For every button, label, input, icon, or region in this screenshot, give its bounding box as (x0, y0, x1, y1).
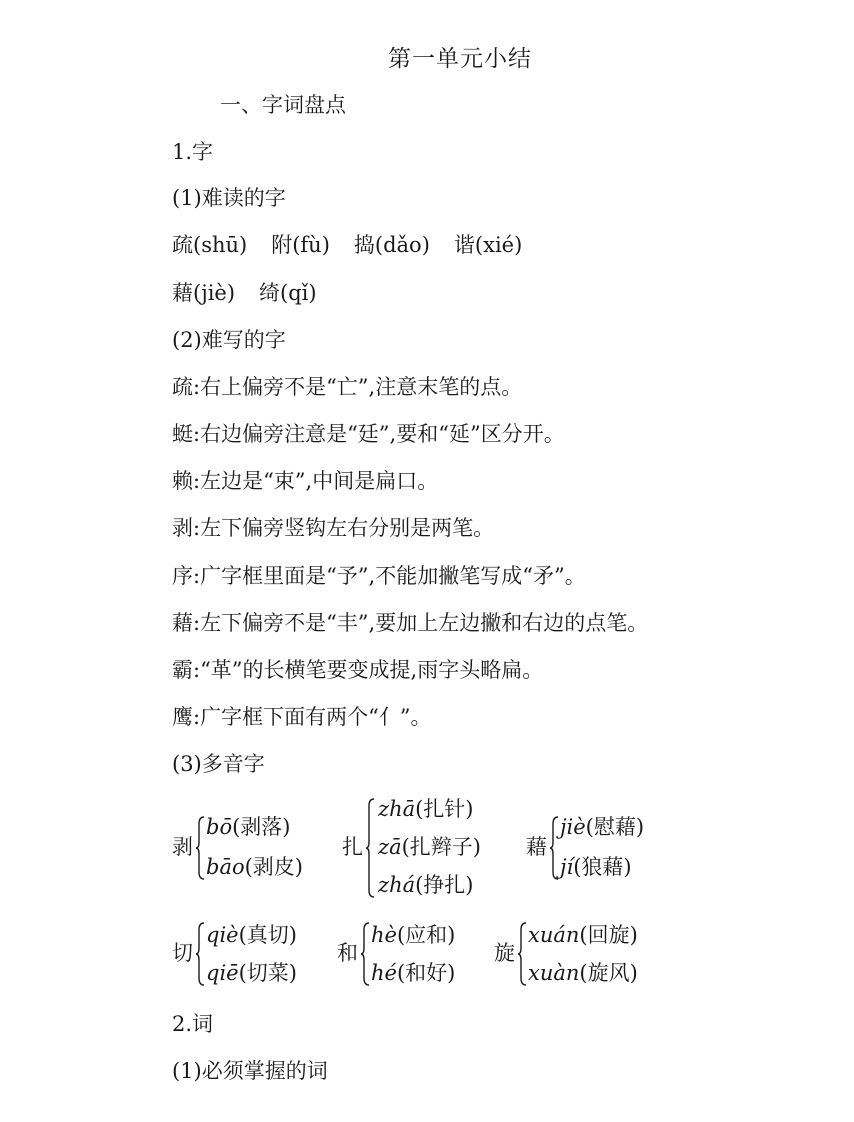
polyphone-group (526, 796, 686, 906)
hard-write-note: 赖:左边是“束”,中间是扁口。 (172, 469, 439, 493)
hard-write-note: 蜓:右边偏旁注意是“廷”,要和“延”区分开。 (172, 422, 565, 446)
polyphone-char: 切 (172, 941, 193, 965)
brace-icon (549, 816, 559, 880)
polyphone-option: hé(和好) (371, 961, 456, 985)
brace-icon (365, 798, 375, 898)
polyphone-char: 旋 (494, 941, 515, 965)
hard-write-note: 霸:“革”的长横笔要变成提,雨字头略扁。 (172, 658, 544, 682)
polyphone-option: zhá(挣扎) (378, 873, 474, 897)
polyphone-group (172, 918, 322, 998)
hard-read-item: 疏(shū) (172, 233, 248, 257)
polyphone-char: 藉 (526, 835, 547, 859)
hard-read-row (172, 230, 522, 260)
brace-icon (195, 816, 205, 880)
hard-write-note: 疏:右上偏旁不是“亡”,注意末笔的点。 (172, 375, 523, 399)
hard-write-note: 藉:左下偏旁不是“丰”,要加上左边撇和右边的点笔。 (172, 611, 649, 635)
hard-write-note: 剥:左下偏旁竖钩左右分别是两笔。 (172, 516, 495, 540)
hard-write-note: 鹰:广字框下面有两个“亻”。 (172, 705, 432, 729)
section-heading: 一、字词盘点 (220, 93, 346, 117)
polyphone-group (337, 918, 487, 998)
polyphone-option: qiē(切菜) (206, 961, 297, 985)
subheading-chars: 1.字 (172, 140, 214, 164)
hard-read-item: 附(fù) (271, 233, 330, 257)
polyphone-option: jí(狼藉) (560, 855, 632, 879)
polyphone-heading: (3)多音字 (172, 752, 265, 776)
polyphone-char: 剥 (172, 835, 193, 859)
polyphone-char: 和 (337, 941, 358, 965)
subheading-words: 2.词 (172, 1012, 214, 1036)
hard-read-item: 藉(jiè) (172, 281, 236, 305)
polyphone-option: jiè(慰藉) (560, 815, 645, 839)
hard-read-heading: (1)难读的字 (172, 186, 286, 210)
hard-write-heading: (2)难写的字 (172, 328, 286, 352)
brace-icon (517, 922, 527, 986)
brace-icon (195, 922, 205, 986)
polyphone-option: hè(应和) (371, 923, 456, 947)
polyphone-group (342, 796, 522, 906)
polyphone-group (494, 918, 684, 998)
must-words-heading: (1)必须掌握的词 (172, 1059, 328, 1083)
polyphone-char: 扎 (342, 835, 363, 859)
hard-read-item: 绮(qǐ) (259, 281, 317, 305)
polyphone-option: bāo(剥皮) (206, 855, 303, 879)
polyphone-option: xuán(回旋) (528, 923, 638, 947)
polyphone-group (172, 796, 322, 906)
hard-read-item: 谐(xié) (453, 233, 523, 257)
brace-icon (360, 922, 370, 986)
polyphone-option: bō(剥落) (206, 815, 291, 839)
polyphone-option: xuàn(旋风) (528, 961, 638, 985)
polyphone-row (172, 918, 692, 998)
polyphone-option: zā(扎辫子) (378, 835, 481, 859)
hard-write-note: 序:广字框里面是“予”,不能加撇笔写成“矛”。 (172, 564, 586, 588)
hard-read-item: 捣(dǎo) (353, 233, 430, 257)
polyphone-option: zhā(扎针) (378, 797, 474, 821)
polyphone-option: qiè(真切) (206, 923, 297, 947)
page-title: 第一单元小结 (388, 46, 532, 72)
hard-read-row (172, 278, 317, 308)
polyphone-row (172, 796, 692, 906)
